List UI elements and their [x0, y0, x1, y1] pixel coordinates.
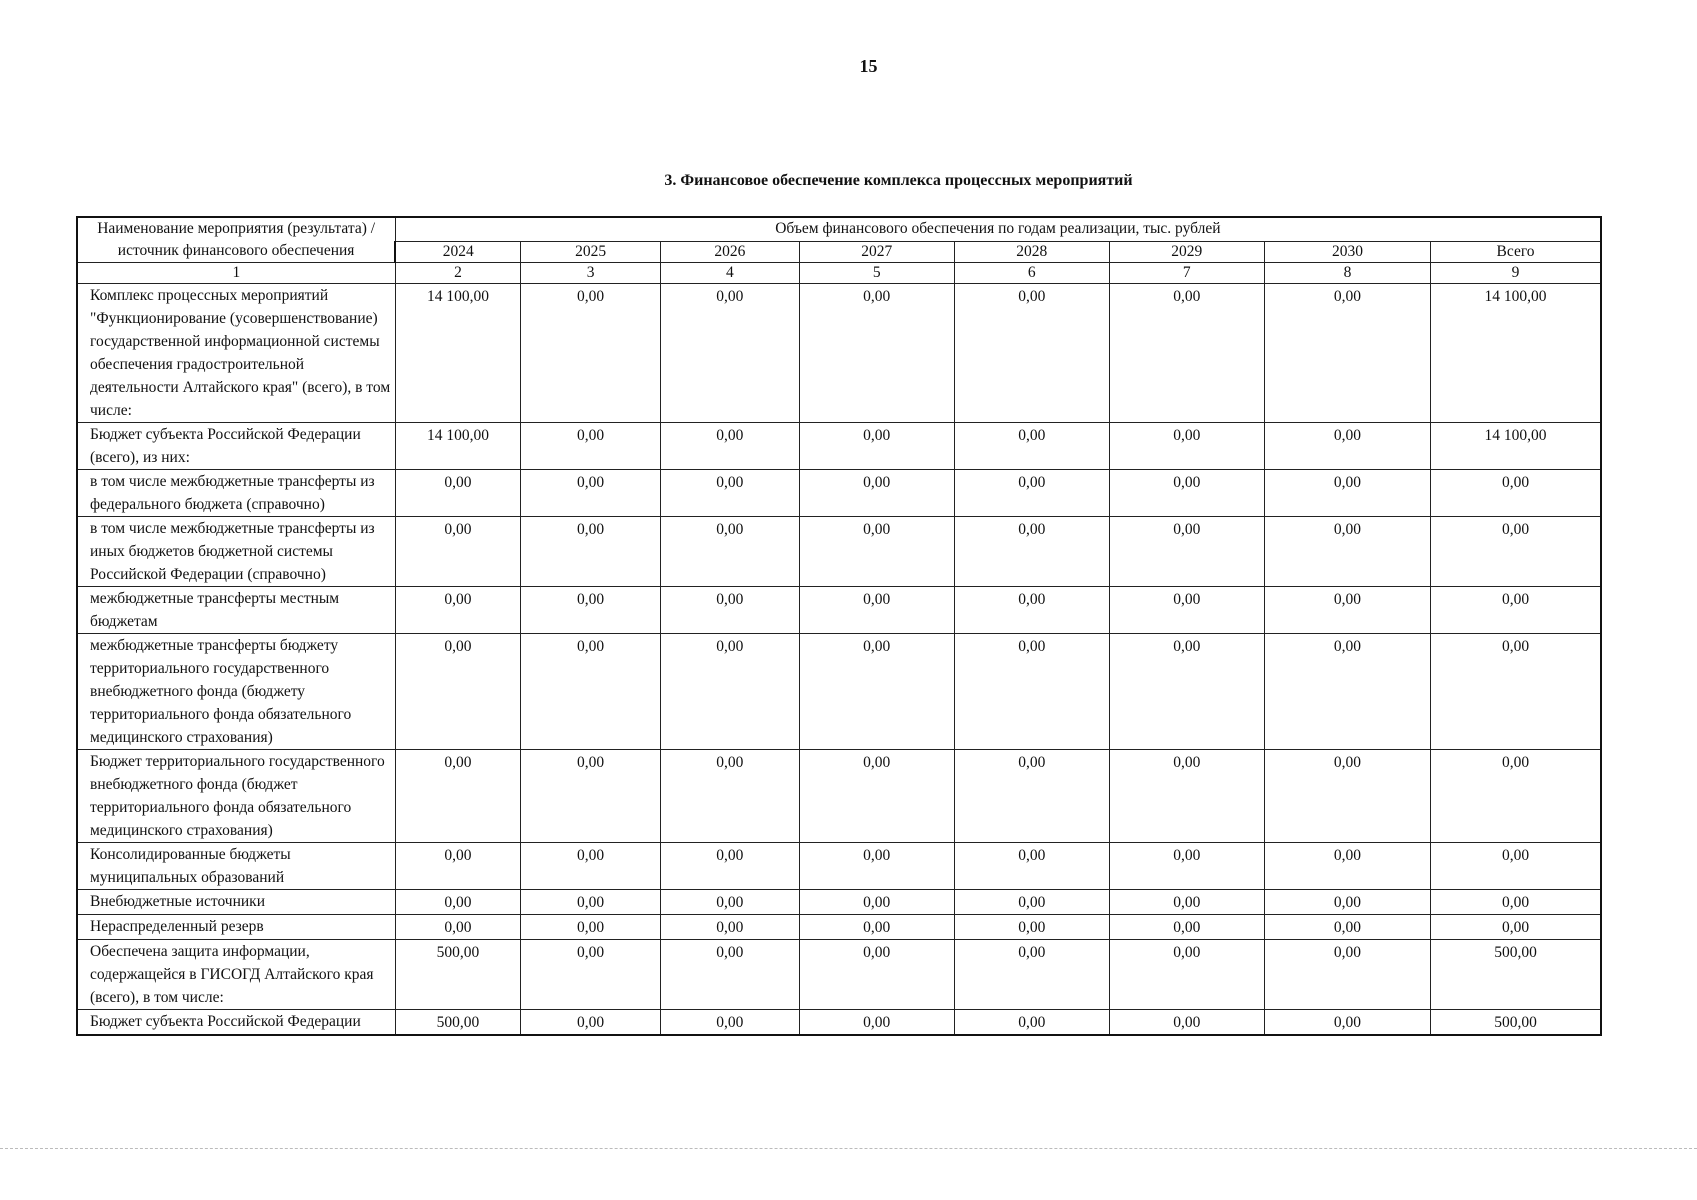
- row-value-cell: 0,00: [660, 940, 799, 1010]
- table-row: [77, 843, 1601, 890]
- row-total-cell: 500,00: [1431, 940, 1601, 1010]
- row-value-cell: 0,00: [1109, 634, 1264, 750]
- table-row: [77, 1010, 1601, 1036]
- row-value-cell: 0,00: [1109, 890, 1264, 915]
- row-total-cell: 0,00: [1431, 915, 1601, 940]
- row-value-cell: 0,00: [521, 915, 661, 940]
- row-value-cell: 0,00: [521, 587, 661, 634]
- row-value-cell: 0,00: [1264, 1010, 1430, 1036]
- row-value-cell: 0,00: [799, 1010, 954, 1036]
- column-number: 2: [395, 263, 520, 284]
- row-value-cell: 0,00: [799, 587, 954, 634]
- row-value-cell: 0,00: [521, 940, 661, 1010]
- row-value-cell: 0,00: [1109, 750, 1264, 843]
- row-value-cell: 0,00: [1264, 843, 1430, 890]
- table-row: [77, 750, 1601, 843]
- row-value-cell: 0,00: [1264, 634, 1430, 750]
- row-value-cell: 0,00: [954, 284, 1109, 423]
- table-header-row: [77, 217, 1601, 241]
- row-value-cell: 0,00: [521, 284, 661, 423]
- row-value-cell: 0,00: [521, 423, 661, 470]
- row-value-cell: 0,00: [954, 1010, 1109, 1036]
- column-number: 3: [521, 263, 661, 284]
- year-header: 2028: [954, 241, 1109, 262]
- row-name-cell: Внебюджетные источники: [77, 890, 395, 915]
- row-value-cell: 0,00: [1264, 284, 1430, 423]
- table-row: [77, 517, 1601, 587]
- table-row: [77, 634, 1601, 750]
- row-value-cell: 0,00: [954, 587, 1109, 634]
- row-value-cell: 0,00: [660, 587, 799, 634]
- row-name-cell: Обеспечена защита информации, содержащейся в ГИСОГД Алтайского края (всего), в том числе:: [77, 940, 395, 1010]
- page-number: 15: [859, 56, 878, 76]
- row-value-cell: 0,00: [660, 284, 799, 423]
- row-value-cell: 0,00: [1109, 423, 1264, 470]
- row-value-cell: 0,00: [660, 634, 799, 750]
- row-value-cell: 0,00: [660, 1010, 799, 1036]
- table-row: [77, 470, 1601, 517]
- row-value-cell: 0,00: [954, 750, 1109, 843]
- column-number: 8: [1264, 263, 1430, 284]
- row-name-cell: Бюджет субъекта Российской Федерации: [77, 1010, 395, 1036]
- name-column-header: Наименование мероприятия (результата) / источник финансового обеспечения: [77, 217, 395, 263]
- row-value-cell: 0,00: [954, 517, 1109, 587]
- row-total-cell: 0,00: [1431, 890, 1601, 915]
- row-value-cell: 0,00: [954, 915, 1109, 940]
- row-value-cell: 0,00: [395, 750, 520, 843]
- column-number: 5: [799, 263, 954, 284]
- column-number: 9: [1431, 263, 1601, 284]
- table-row: [77, 284, 1601, 423]
- row-value-cell: 0,00: [799, 940, 954, 1010]
- funding-group-header: Объем финансового обеспечения по годам реализации, тыс. рублей: [395, 217, 1601, 241]
- row-value-cell: 0,00: [521, 517, 661, 587]
- row-total-cell: 14 100,00: [1431, 423, 1601, 470]
- row-value-cell: 0,00: [1264, 940, 1430, 1010]
- row-name-cell: Консолидированные бюджеты муниципальных образований: [77, 843, 395, 890]
- row-value-cell: 0,00: [660, 470, 799, 517]
- scan-artifact-line: [0, 1148, 1697, 1149]
- row-value-cell: 0,00: [521, 1010, 661, 1036]
- row-name-cell: Бюджет территориального государственного внебюджетного фонда (бюджет территориального фонда обязательного медицинского страхования): [77, 750, 395, 843]
- row-value-cell: 500,00: [395, 1010, 520, 1036]
- table-row: [77, 890, 1601, 915]
- row-value-cell: 500,00: [395, 940, 520, 1010]
- row-value-cell: 0,00: [521, 470, 661, 517]
- row-value-cell: 14 100,00: [395, 284, 520, 423]
- total-header: Всего: [1431, 241, 1601, 262]
- row-value-cell: 0,00: [1109, 940, 1264, 1010]
- row-name-cell: Комплекс процессных мероприятий "Функционирование (усовершенствование) государственной информационной системы обеспечения градостроительной деятельности Алтайского края" (всего), в том числе:: [77, 284, 395, 423]
- row-value-cell: 0,00: [799, 843, 954, 890]
- row-value-cell: 0,00: [1264, 750, 1430, 843]
- row-name-cell: Бюджет субъекта Российской Федерации (всего), из них:: [77, 423, 395, 470]
- row-total-cell: 500,00: [1431, 1010, 1601, 1036]
- row-value-cell: 0,00: [799, 750, 954, 843]
- row-value-cell: 0,00: [660, 517, 799, 587]
- row-total-cell: 0,00: [1431, 470, 1601, 517]
- year-header: 2026: [660, 241, 799, 262]
- row-value-cell: 0,00: [521, 890, 661, 915]
- row-value-cell: 0,00: [1264, 517, 1430, 587]
- row-value-cell: 0,00: [1109, 843, 1264, 890]
- row-value-cell: 0,00: [1109, 587, 1264, 634]
- row-value-cell: 0,00: [799, 890, 954, 915]
- row-name-cell: Нераспределенный резерв: [77, 915, 395, 940]
- table-body: [77, 284, 1601, 1036]
- row-name-cell: в том числе межбюджетные трансферты из иных бюджетов бюджетной системы Российской Федерации (справочно): [77, 517, 395, 587]
- row-value-cell: 0,00: [395, 470, 520, 517]
- row-value-cell: 0,00: [660, 750, 799, 843]
- table-row: [77, 940, 1601, 1010]
- row-value-cell: 0,00: [395, 634, 520, 750]
- row-value-cell: 14 100,00: [395, 423, 520, 470]
- column-number: 7: [1109, 263, 1264, 284]
- row-value-cell: 0,00: [954, 423, 1109, 470]
- row-value-cell: 0,00: [395, 890, 520, 915]
- table-row: [77, 915, 1601, 940]
- column-numbers-row: [77, 263, 1601, 284]
- row-value-cell: 0,00: [395, 843, 520, 890]
- row-value-cell: 0,00: [1109, 517, 1264, 587]
- row-value-cell: 0,00: [799, 423, 954, 470]
- row-value-cell: 0,00: [799, 634, 954, 750]
- row-value-cell: 0,00: [395, 517, 520, 587]
- row-value-cell: 0,00: [521, 843, 661, 890]
- row-name-cell: в том числе межбюджетные трансферты из федерального бюджета (справочно): [77, 470, 395, 517]
- row-total-cell: 0,00: [1431, 750, 1601, 843]
- row-total-cell: 0,00: [1431, 843, 1601, 890]
- row-value-cell: 0,00: [1264, 890, 1430, 915]
- year-header: 2024: [395, 241, 520, 262]
- column-number: 1: [77, 263, 395, 284]
- row-value-cell: 0,00: [1264, 470, 1430, 517]
- row-value-cell: 0,00: [660, 890, 799, 915]
- row-value-cell: 0,00: [1109, 1010, 1264, 1036]
- row-value-cell: 0,00: [395, 915, 520, 940]
- table-row: [77, 587, 1601, 634]
- row-value-cell: 0,00: [954, 634, 1109, 750]
- row-value-cell: 0,00: [954, 940, 1109, 1010]
- row-value-cell: 0,00: [954, 843, 1109, 890]
- column-number: 6: [954, 263, 1109, 284]
- row-value-cell: 0,00: [660, 843, 799, 890]
- financing-table: [76, 216, 1602, 1036]
- row-value-cell: 0,00: [799, 284, 954, 423]
- row-total-cell: 14 100,00: [1431, 284, 1601, 423]
- row-value-cell: 0,00: [1264, 423, 1430, 470]
- row-value-cell: 0,00: [799, 915, 954, 940]
- row-value-cell: 0,00: [1109, 284, 1264, 423]
- row-value-cell: 0,00: [395, 587, 520, 634]
- year-header: 2029: [1109, 241, 1264, 262]
- year-header: 2030: [1264, 241, 1430, 262]
- row-value-cell: 0,00: [1264, 587, 1430, 634]
- row-value-cell: 0,00: [521, 750, 661, 843]
- row-total-cell: 0,00: [1431, 634, 1601, 750]
- row-total-cell: 0,00: [1431, 517, 1601, 587]
- row-name-cell: межбюджетные трансферты местным бюджетам: [77, 587, 395, 634]
- row-value-cell: 0,00: [799, 517, 954, 587]
- section-title: 3. Финансовое обеспечение комплекса процессных мероприятий: [664, 172, 1133, 189]
- year-header: 2025: [521, 241, 661, 262]
- row-value-cell: 0,00: [660, 423, 799, 470]
- table-row: [77, 423, 1601, 470]
- year-header: 2027: [799, 241, 954, 262]
- row-value-cell: 0,00: [1109, 470, 1264, 517]
- row-value-cell: 0,00: [1264, 915, 1430, 940]
- row-name-cell: межбюджетные трансферты бюджету территориального государственного внебюджетного фонда (бюджету территориального фонда обязательного медицинского страхования): [77, 634, 395, 750]
- row-value-cell: 0,00: [954, 470, 1109, 517]
- row-value-cell: 0,00: [799, 470, 954, 517]
- row-value-cell: 0,00: [954, 890, 1109, 915]
- row-value-cell: 0,00: [660, 915, 799, 940]
- row-value-cell: 0,00: [1109, 915, 1264, 940]
- row-value-cell: 0,00: [521, 634, 661, 750]
- row-total-cell: 0,00: [1431, 587, 1601, 634]
- column-number: 4: [660, 263, 799, 284]
